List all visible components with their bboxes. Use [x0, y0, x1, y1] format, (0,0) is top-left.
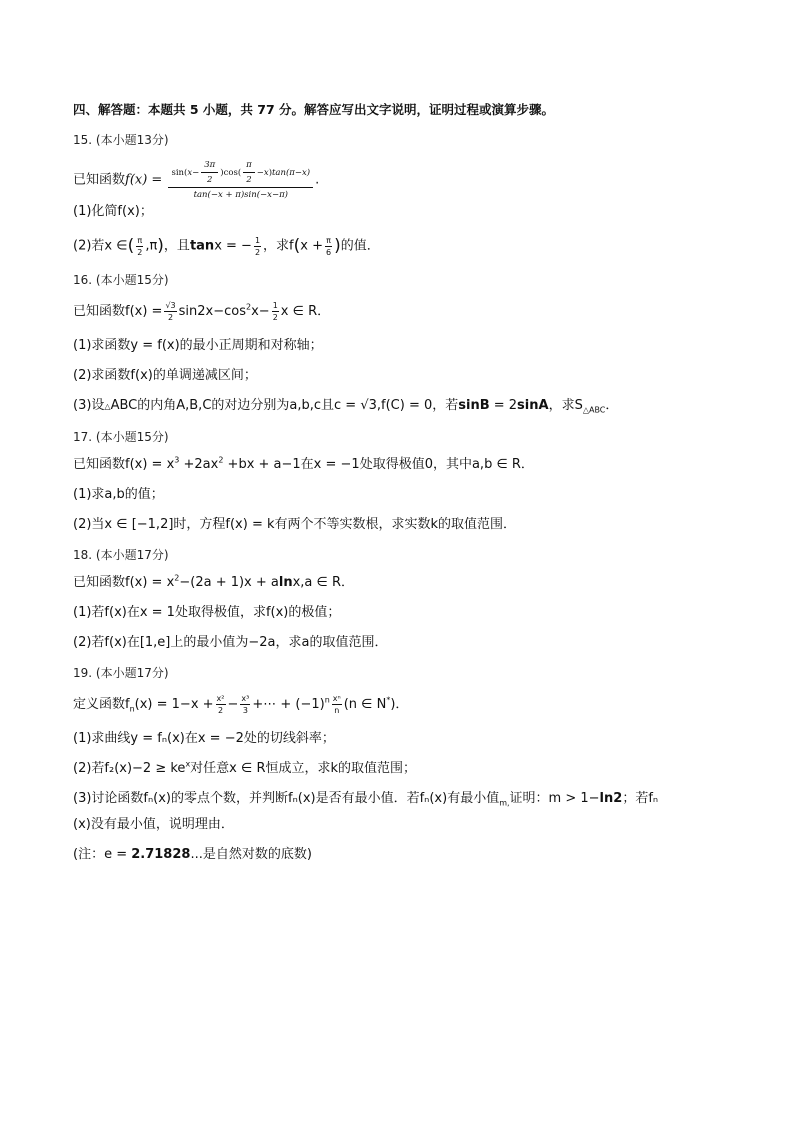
q19-statement: 定义函数$f_n(x) = 1-x$ + $\frac{\text{x²}}{2}$ − $\frac{\text{x³}}{3}$ +⋯ + $(-1)^n$ $\frac{\text{xⁿ}}{n}$ (n ∈ N*)．: [73, 694, 409, 715]
footnote: (注：e = 2.71828...是自然对数的底数): [73, 847, 312, 862]
q15-statement: [73, 158, 723, 200]
q19-part3-line1: (3)讨论函数fₙ(x)的零点个数，并判断fₙ(x)是否有最小值．若fₙ(x)有最小值$_{m,}$证明：m > 1−ln2；若fₙ: [73, 791, 659, 808]
q19-part1: (1)求曲线y = fₙ(x)在x = −2处的切线斜率；: [73, 731, 335, 746]
q17-part1: (1)求a,b的值；: [73, 487, 164, 502]
q19-part2: (2)若$f_2(x)-2 \ge ke^x$对任意x ∈ R恒成立，求k的取值范围；: [73, 759, 417, 776]
q19-part3-line2: (x)没有最小值，说明理由．: [73, 817, 234, 832]
q15-prefix: 已知函数: [73, 172, 126, 188]
q15-part1: (1)化简f(x)；: [73, 204, 153, 219]
q16-heading: 16. (本小题15分): [73, 273, 169, 287]
q16-statement: 已知函数f(x) = $\frac{√3}{2}$ $\sin 2x-\cos^2x-$ $\frac{1}{2}$ x ∈ R．: [73, 301, 331, 322]
q15-period: .: [315, 172, 320, 188]
q15-main-fraction: [168, 158, 313, 202]
q16-part2: (2)求函数f(x)的单调递减区间；: [73, 368, 257, 383]
q16-part3: (3)设△ABC的内角A,B,C的对边分别为a,b,c且c = √3,f(C) = 0，若sinB = 2sinA，求$S_{\triangle ABC}$．: [73, 398, 619, 415]
q19-heading: 19. (本小题17分): [73, 666, 169, 680]
q15-heading: 15. (本小题13分): [73, 133, 169, 147]
q15-part2: (2)若x ∈( $\frac{\pi}{2}$ ,π)，且tanx = − $\frac{1}{2}$ ，求f(x + $\frac{\pi}{6}$ )的值．: [73, 235, 380, 257]
q18-part2: (2)若f(x)在[1,e]上的最小值为−2a，求a的取值范围．: [73, 635, 388, 650]
q16-part1: (1)求函数y = f(x)的最小正周期和对称轴；: [73, 338, 323, 353]
q15-numerator: sin(x− $\frac{3\pi}{2}$ )cos( $\frac{\pi}{2}$ −x)tan(π−x): [171, 160, 311, 185]
section-title: 四、解答题：本题共 5 小题，共 77 分。解答应写出文字说明，证明过程或演算步骤。: [73, 102, 555, 117]
q18-heading: 18. (本小题17分): [73, 548, 169, 562]
q17-heading: 17. (本小题15分): [73, 430, 169, 444]
exam-page: [73, 100, 723, 875]
q17-part2: (2)当x ∈ [−1,2]时，方程f(x) = k有两个不等实数根，求实数k的取值范围．: [73, 517, 517, 532]
q17-statement: 已知函数$f(x) = x^3 +2ax^2 +bx + a-1$在x = −1处取得极值0，其中a,b ∈ R．: [73, 455, 534, 472]
q15-fx: f(x) =: [125, 172, 163, 188]
q18-statement: 已知函数$f(x) = x^2-(2a + 1)x + alnx,a$ ∈ R．: [73, 573, 355, 590]
q15-denominator: tan(−x + π)sin(−x−π): [168, 187, 313, 202]
q18-part1: (1)若f(x)在x = 1处取得极值，求f(x)的极值；: [73, 605, 341, 620]
